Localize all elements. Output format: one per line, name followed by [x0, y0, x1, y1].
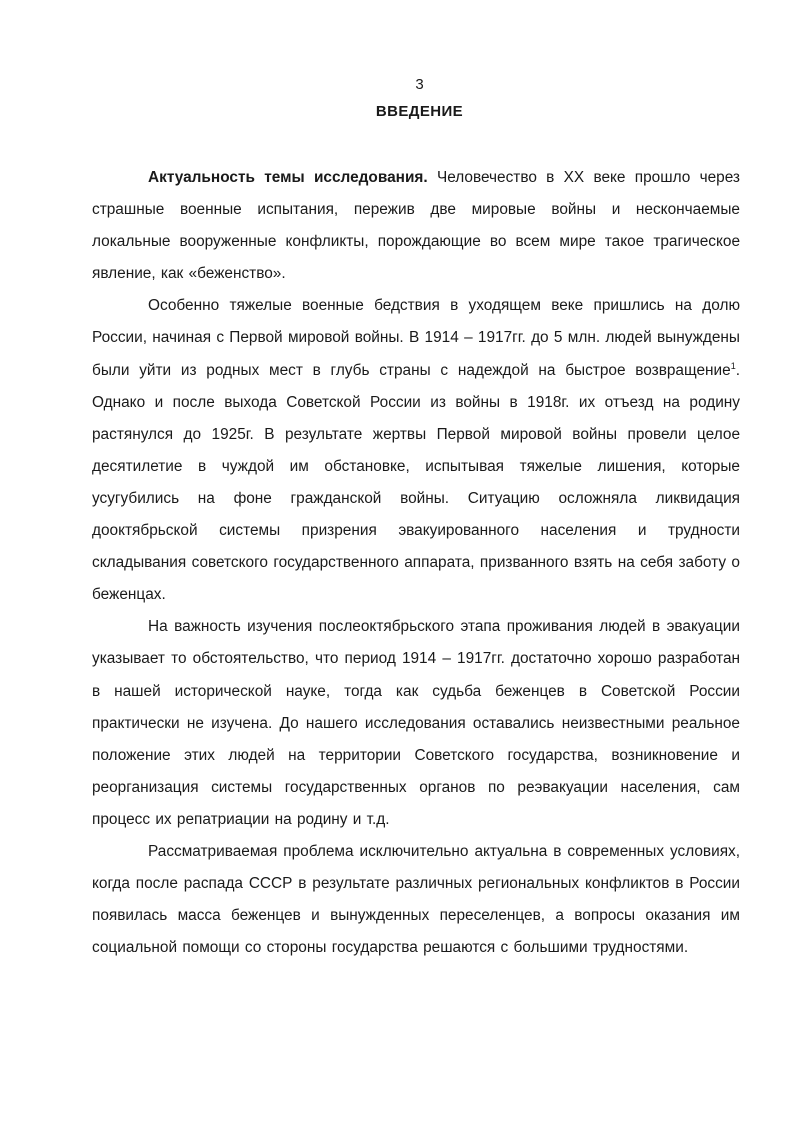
paragraph-text: Человечество в XX веке прошло через страшные военные испытания, пережив две мировые войны и нескончаемые локальные вооруженные конфликты, порождающие во всем мире такое трагическое явление, как «беженство».	[92, 169, 740, 283]
section-title: ВВЕДЕНИЕ	[375, 103, 464, 120]
paragraph-relevance	[92, 162, 740, 290]
paragraph-wartime-refugees	[92, 290, 740, 611]
paragraph-modern-relevance: Рассматриваемая проблема исключительно актуальна в современных условиях, когда после распада СССР в результате различных региональных конфликтов в России появилась масса беженцев и вынужденных переселенцев, а вопросы оказания им социальной помощи со стороны государства решаются с большими трудностями.	[92, 842, 740, 957]
paragraph-text-part: . Однако и после выхода Советской России из войны в 1918г. их отъезд на родину растянулся до 1925г. В результате жертвы Первой мировой войны провели целое десятилетие в чуждой им обстановке, испытывая тяжелые лишения, которые усугубились на фоне гражданской войны. Ситуацию осложняла ликвидация дооктябрьской системы призрения эвакуированного населения и трудности складывания советского государственного аппарата, призванного взять на себя заботу о беженцах.	[92, 361, 740, 604]
paragraph-lead-heading: Актуальность темы исследования.	[148, 169, 428, 186]
paragraph-text-part: Особенно тяжелые военные бедствия в уходящем веке пришлись на долю России, начиная с Первой мировой войны. В 1914 – 1917гг. до 5 млн. людей вынуждены были уйти из родных мест в глубь страны с надеждой на быстрое возвращение	[92, 297, 740, 379]
page-number: 3	[415, 76, 424, 93]
paragraph-research-gap: На важность изучения послеоктябрьского этапа проживания людей в эвакуации указывает то обстоятельство, что период 1914 – 1917гг. достаточно хорошо разработан в нашей исторической науке, тогда как судьба беженцев в Советской России практически не изучена. До нашего исследования оставались неизвестными реальное положение этих людей на территории Советского государства, возникновение и реорганизация системы государственных органов по реэвакуации населения, сам процесс их репатриации на родину и т.д.	[92, 618, 740, 828]
footnote-reference[interactable]: 1	[730, 360, 736, 371]
body-text	[92, 162, 740, 964]
